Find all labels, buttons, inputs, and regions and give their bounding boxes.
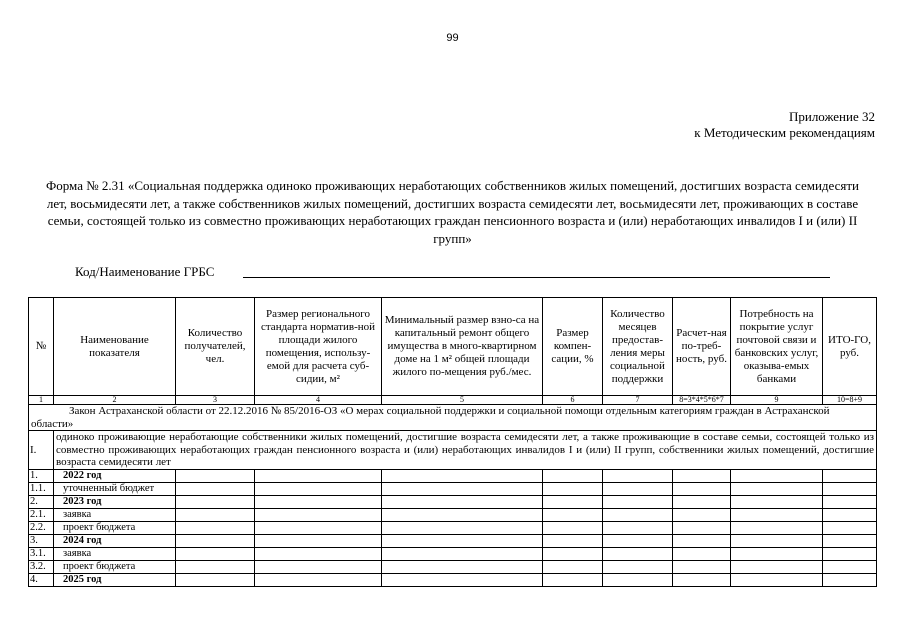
row-label: заявка <box>54 508 176 521</box>
header-cell: Размер регионального стандарта норматив-ной площади жилого помещения, использу-емой для расчета суб-сидии, м² <box>255 298 382 396</box>
column-number: 10=8+9 <box>823 396 877 405</box>
value-cell[interactable] <box>603 534 673 547</box>
value-cell[interactable] <box>603 495 673 508</box>
law-text: Закон Астраханской области от 22.12.2016 № 85/2016-ОЗ «О мерах социальной поддержки и социальной помощи отдельным категориям граждан в Астраханской области» <box>29 405 877 431</box>
row-number: 3. <box>29 534 54 547</box>
value-cell[interactable] <box>731 508 823 521</box>
value-cell[interactable] <box>543 521 603 534</box>
header-cell: Количество получателей, чел. <box>176 298 255 396</box>
column-number: 7 <box>603 396 673 405</box>
value-cell[interactable] <box>731 482 823 495</box>
value-cell[interactable] <box>603 547 673 560</box>
value-cell[interactable] <box>603 560 673 573</box>
section-text: одиноко проживающие неработающие собственники жилых помещений, достигшие возраста семидесяти лет, а также проживающие в составе семьи, состоящей только из совместно проживающих неработающих граждан пенсионного возраста и (или) неработающих инвалидов I и (или) II групп, собственники жилых помещений, достигшие возраста семидесяти лет <box>54 431 877 470</box>
value-cell[interactable] <box>673 469 731 482</box>
value-cell[interactable] <box>382 482 543 495</box>
value-cell[interactable] <box>382 547 543 560</box>
value-cell[interactable] <box>176 573 255 586</box>
value-cell[interactable] <box>731 573 823 586</box>
value-cell[interactable] <box>543 469 603 482</box>
value-cell[interactable] <box>731 547 823 560</box>
value-cell[interactable] <box>673 521 731 534</box>
header-cell: Наименование показателя <box>54 298 176 396</box>
header-cell: Размер компен-сации, % <box>543 298 603 396</box>
value-cell[interactable] <box>823 469 877 482</box>
value-cell[interactable] <box>823 547 877 560</box>
value-cell[interactable] <box>543 534 603 547</box>
header-cell: № <box>29 298 54 396</box>
value-cell[interactable] <box>673 482 731 495</box>
value-cell[interactable] <box>176 469 255 482</box>
row-number: 1.1. <box>29 482 54 495</box>
value-cell[interactable] <box>603 482 673 495</box>
header-cell: Количество месяцев предостав-ления меры социальной поддержки <box>603 298 673 396</box>
table-row <box>29 521 877 534</box>
value-cell[interactable] <box>673 547 731 560</box>
appendix-caption <box>694 109 875 141</box>
row-label: 2025 год <box>54 573 176 586</box>
value-cell[interactable] <box>255 547 382 560</box>
value-cell[interactable] <box>603 469 673 482</box>
column-number-row <box>29 396 877 405</box>
value-cell[interactable] <box>543 573 603 586</box>
value-cell[interactable] <box>731 521 823 534</box>
value-cell[interactable] <box>176 508 255 521</box>
value-cell[interactable] <box>255 508 382 521</box>
column-number: 3 <box>176 396 255 405</box>
row-label: уточненный бюджет <box>54 482 176 495</box>
column-number: 8=3*4*5*6*7 <box>673 396 731 405</box>
table-row <box>29 534 877 547</box>
table-row <box>29 482 877 495</box>
column-number: 2 <box>54 396 176 405</box>
header-cell: Потребность на покрытие услуг почтовой связи и банковских услуг, оказыва-емых банками <box>731 298 823 396</box>
appendix-line-1: Приложение 32 <box>788 109 875 124</box>
law-row <box>29 405 877 431</box>
value-cell[interactable] <box>673 573 731 586</box>
table-row <box>29 573 877 586</box>
header-cell: ИТО-ГО, руб. <box>823 298 877 396</box>
value-cell[interactable] <box>176 495 255 508</box>
value-cell[interactable] <box>382 573 543 586</box>
value-cell[interactable] <box>823 521 877 534</box>
column-number: 5 <box>382 396 543 405</box>
value-cell[interactable] <box>603 573 673 586</box>
section-number: I. <box>29 431 54 470</box>
value-cell[interactable] <box>543 482 603 495</box>
row-number: 3.1. <box>29 547 54 560</box>
value-cell[interactable] <box>176 534 255 547</box>
value-cell[interactable] <box>823 573 877 586</box>
row-label: заявка <box>54 547 176 560</box>
value-cell[interactable] <box>382 534 543 547</box>
value-cell[interactable] <box>673 560 731 573</box>
value-cell[interactable] <box>731 534 823 547</box>
value-cell[interactable] <box>255 560 382 573</box>
value-cell[interactable] <box>543 560 603 573</box>
table-row <box>29 560 877 573</box>
row-label: проект бюджета <box>54 560 176 573</box>
header-row <box>29 298 877 396</box>
value-cell[interactable] <box>823 495 877 508</box>
table-row <box>29 547 877 560</box>
row-number: 2. <box>29 495 54 508</box>
value-cell[interactable] <box>255 521 382 534</box>
value-cell[interactable] <box>176 547 255 560</box>
row-label: проект бюджета <box>54 521 176 534</box>
value-cell[interactable] <box>823 482 877 495</box>
row-number: 2.1. <box>29 508 54 521</box>
appendix-line-2: к Методическим рекомендациям <box>694 125 875 140</box>
page-number: 99 <box>446 32 459 44</box>
table-row <box>29 495 877 508</box>
value-cell[interactable] <box>673 495 731 508</box>
value-cell[interactable] <box>543 547 603 560</box>
value-cell[interactable] <box>382 469 543 482</box>
value-cell[interactable] <box>382 521 543 534</box>
grbs-input-line[interactable] <box>243 277 830 278</box>
value-cell[interactable] <box>823 534 877 547</box>
column-number: 9 <box>731 396 823 405</box>
value-cell[interactable] <box>823 508 877 521</box>
value-cell[interactable] <box>603 508 673 521</box>
row-number: 1. <box>29 469 54 482</box>
row-number: 2.2. <box>29 521 54 534</box>
header-cell: Минимальный размер взно-са на капитальный ремонт общего имущества в много-квартирном доме на 1 м² общей площади жилого по-мещения руб./мес. <box>382 298 543 396</box>
row-label: 2024 год <box>54 534 176 547</box>
column-number: 4 <box>255 396 382 405</box>
value-cell[interactable] <box>176 482 255 495</box>
value-cell[interactable] <box>255 573 382 586</box>
value-cell[interactable] <box>255 482 382 495</box>
value-cell[interactable] <box>731 495 823 508</box>
value-cell[interactable] <box>255 469 382 482</box>
value-cell[interactable] <box>176 521 255 534</box>
table-row <box>29 469 877 482</box>
value-cell[interactable] <box>603 521 673 534</box>
grbs-label: Код/Наименование ГРБС <box>75 264 215 279</box>
value-cell[interactable] <box>731 560 823 573</box>
form-table <box>28 297 877 587</box>
section-row <box>29 431 877 470</box>
value-cell[interactable] <box>731 469 823 482</box>
value-cell[interactable] <box>255 534 382 547</box>
value-cell[interactable] <box>673 508 731 521</box>
column-number: 6 <box>543 396 603 405</box>
value-cell[interactable] <box>176 560 255 573</box>
value-cell[interactable] <box>382 560 543 573</box>
row-label: 2023 год <box>54 495 176 508</box>
row-number: 3.2. <box>29 560 54 573</box>
value-cell[interactable] <box>382 495 543 508</box>
header-cell: Расчет-ная по-треб-ность, руб. <box>673 298 731 396</box>
row-number: 4. <box>29 573 54 586</box>
value-cell[interactable] <box>543 495 603 508</box>
value-cell[interactable] <box>823 560 877 573</box>
form-title: Форма № 2.31 «Социальная поддержка одиноко проживающих неработающих собственников жилых помещений, достигших возраста семидесяти лет, восьмидесяти лет, а также собственников жилых помещений, достигших возраста семидесяти лет, восьмидесяти лет, проживающих в составе семьи, состоящей только из совместно проживающих неработающих граждан пенсионного возраста и (или) неработающих инвалидов I и (или) II групп» <box>45 178 859 246</box>
column-number: 1 <box>29 396 54 405</box>
value-cell[interactable] <box>673 534 731 547</box>
value-cell[interactable] <box>255 495 382 508</box>
row-label: 2022 год <box>54 469 176 482</box>
table-row <box>29 508 877 521</box>
value-cell[interactable] <box>543 508 603 521</box>
value-cell[interactable] <box>382 508 543 521</box>
